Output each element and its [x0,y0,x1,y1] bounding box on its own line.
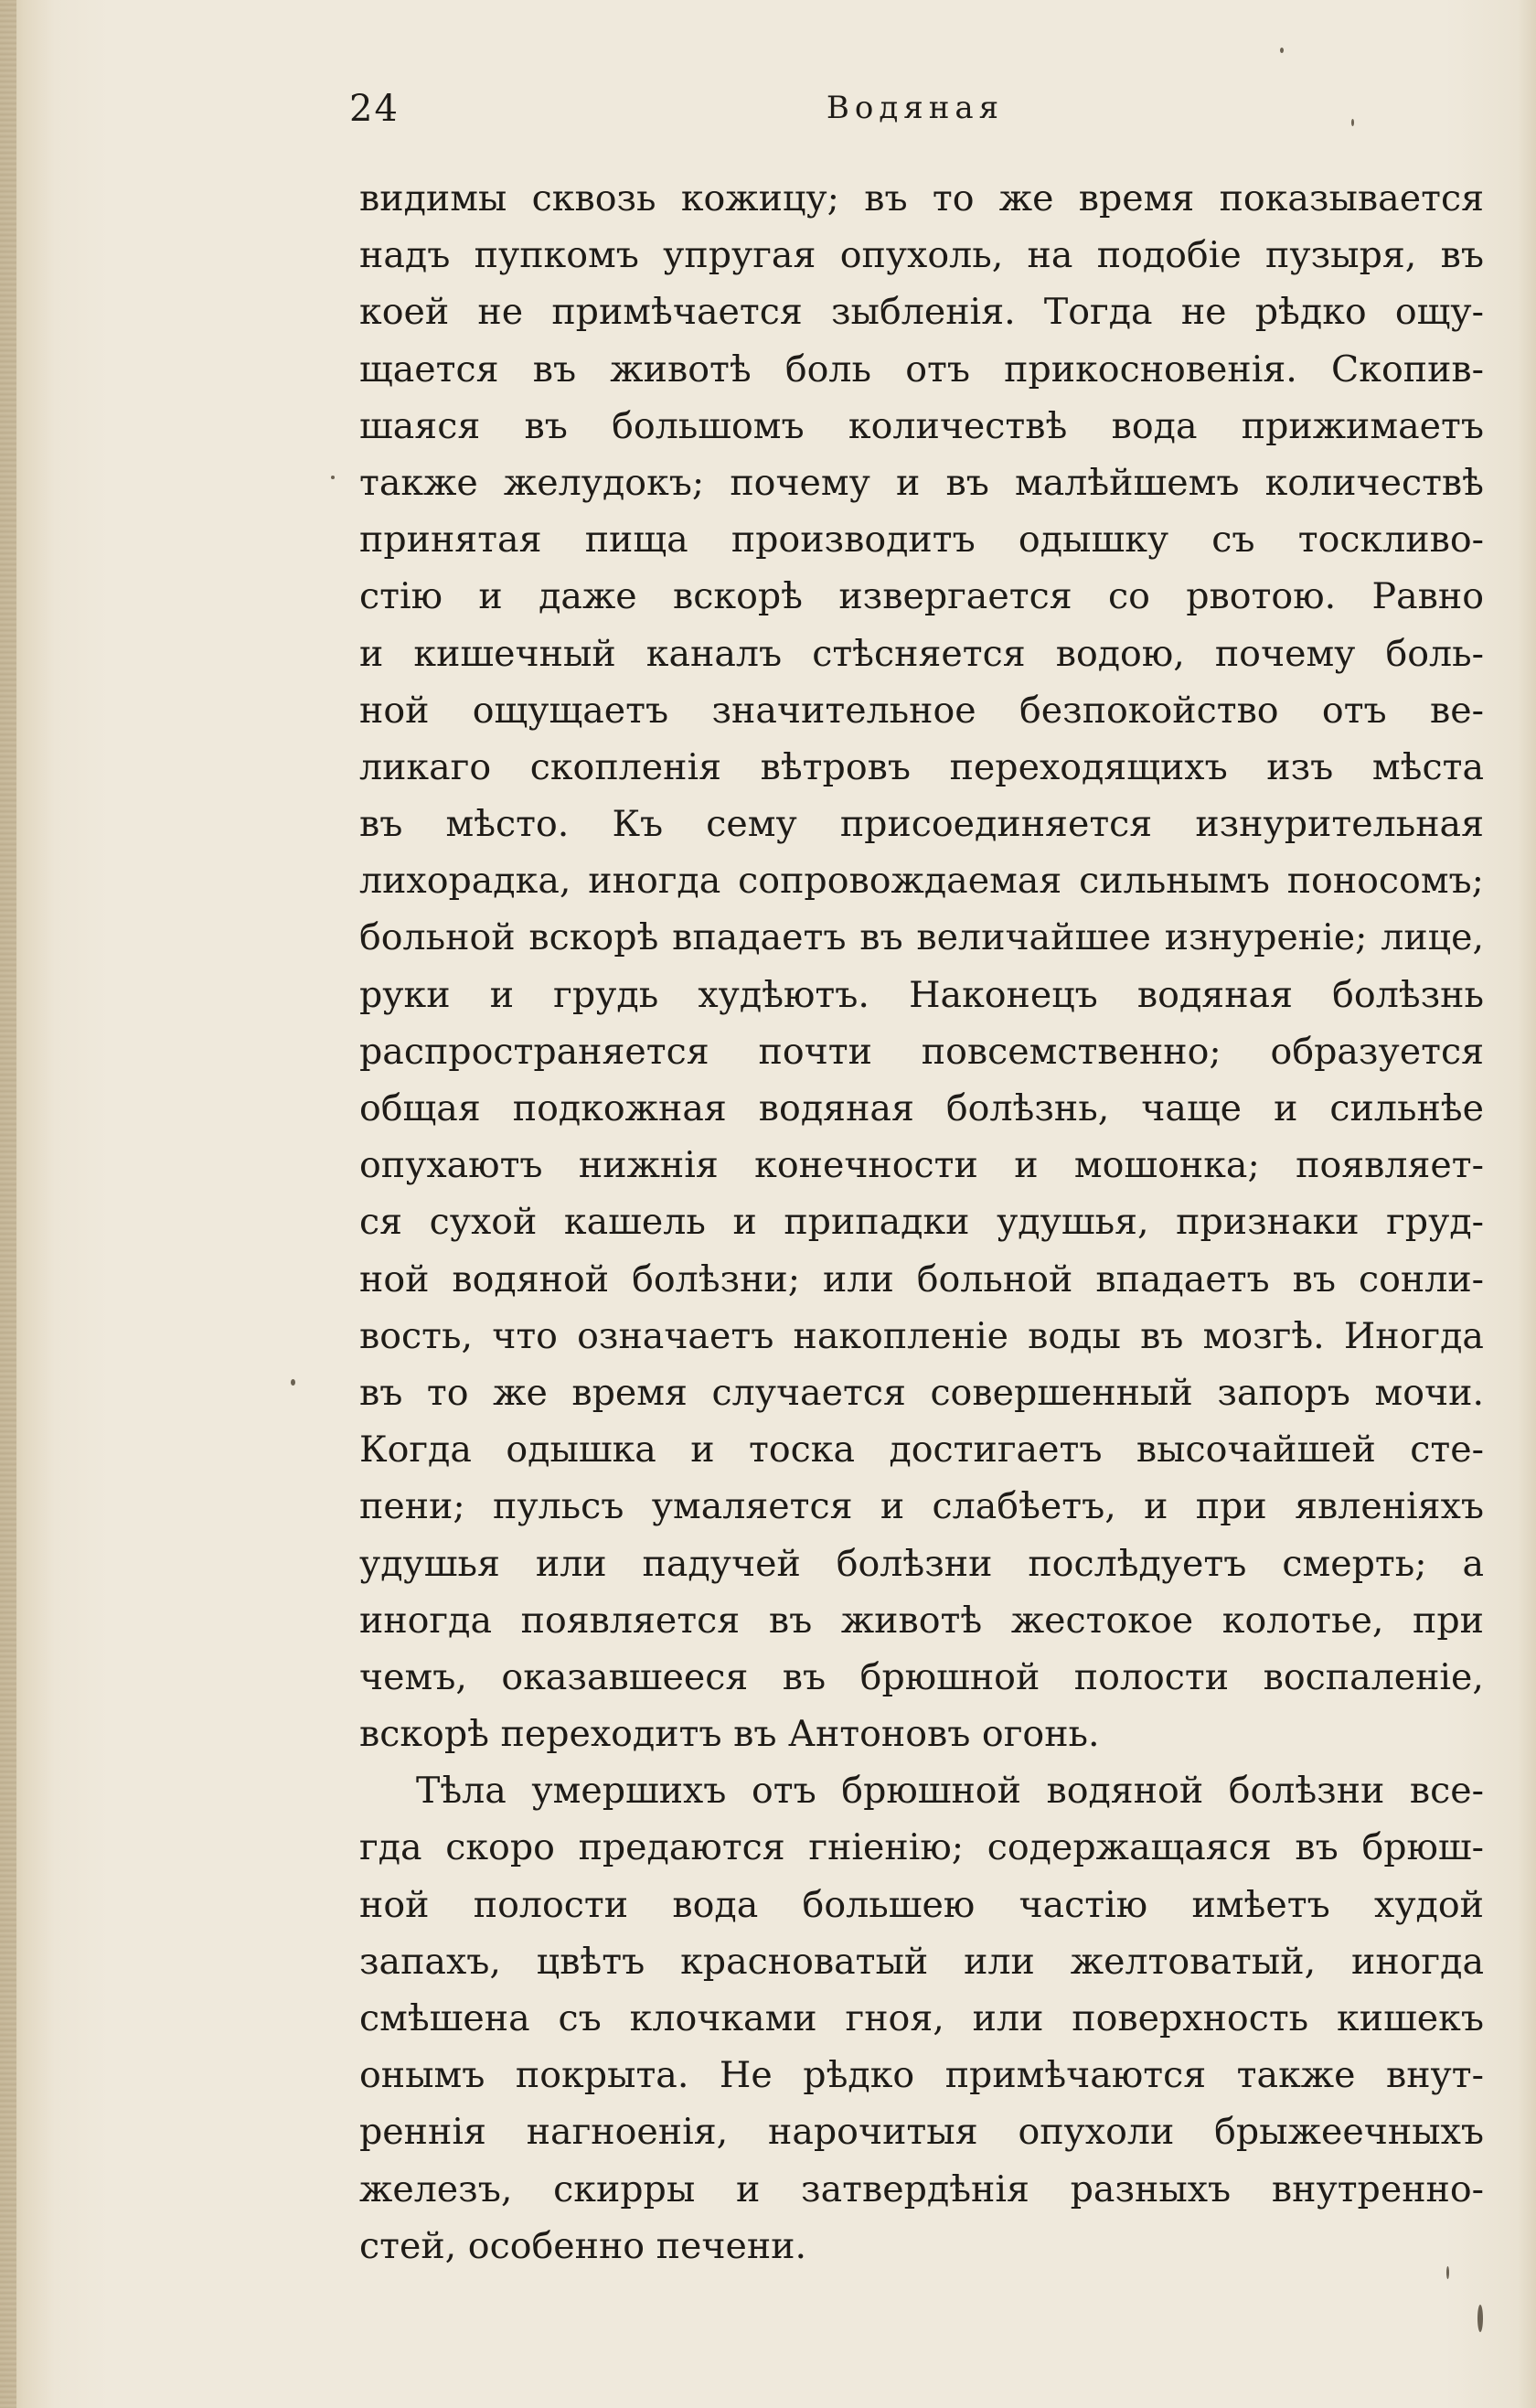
body-text [359,170,1484,2274]
text-line: железъ, скирры и затвердѣнія разныхъ внутренно- [359,2167,1484,2210]
text-line: вскорѣ переходитъ въ Антоновъ огонь. [359,1713,1100,1756]
text-line: больной вскорѣ впадаетъ въ величайшее изнуреніе; лице, [359,916,1484,959]
paper-speck [1351,119,1354,126]
text-line: ликаго скопленія вѣтровъ переходящихъ изъ мѣста [359,745,1484,788]
text-line: въ то же время случается совершенный запоръ мочи. [359,1371,1484,1414]
text-line: шаяся въ большомъ количествѣ вода прижимаетъ [359,404,1484,447]
text-line: руки и грудь худѣютъ. Наконецъ водяная болѣзнь [359,973,1484,1016]
text-line: общая подкожная водяная болѣзнь, чаще и сильнѣе [359,1087,1484,1129]
text-line: коей не примѣчается зыбленія. Тогда не рѣдко ощу- [359,291,1484,334]
text-line: ной полости вода большею частію имѣетъ худой [359,1883,1484,1926]
text-line: запахъ, цвѣтъ красноватый или желтоватый, иногда [359,1940,1484,1983]
text-line: реннія нагноенія, нарочитыя опухоли брыжеечныхъ [359,2111,1484,2154]
text-line: стей, особенно печени. [359,2224,807,2267]
text-line: ся сухой кашель и припадки удушья, признаки груд- [359,1201,1484,1244]
running-head [349,88,1481,143]
text-line: лихорадка, иногда сопровождаемая сильнымъ поносомъ; [359,860,1484,903]
paper-speck [331,476,335,479]
text-line: удушья или падучей болѣзни послѣдуетъ смерть; а [359,1542,1484,1585]
text-line: видимы сквозь кожицу; въ то же время показывается [359,177,1484,219]
text-line: гда скоро предаются гніенію; содержащаяся въ брюш- [359,1826,1484,1869]
text-line: Когда одышка и тоска достигаетъ высочайшей сте- [359,1429,1484,1472]
text-line: принятая пища производитъ одышку съ тоскливо- [359,519,1484,562]
paragraph-first-line: Тѣла умершихъ отъ брюшной водяной болѣзни все- [416,1770,1484,1813]
text-line: въ мѣсто. Къ сему присоединяется изнурительная [359,803,1484,846]
text-line: стію и даже вскорѣ извергается со рвотою. Равно [359,575,1484,618]
text-line: вость, что означаетъ накопленіе воды въ мозгѣ. Иногда [359,1314,1484,1357]
paper-speck [1477,2305,1483,2332]
page-binding-edge [0,0,16,2408]
text-line: смѣшена съ клочками гноя, или поверхность кишекъ [359,1997,1484,2039]
text-line: ной ощущаетъ значительное безпокойство отъ ве- [359,689,1484,732]
paper-speck [1280,48,1284,53]
text-line: и кишечный каналъ стѣсняется водою, почему боль- [359,632,1484,675]
page-title: Водяная [826,90,1005,126]
paper-speck [1446,2266,1449,2279]
paper-speck [291,1379,295,1386]
text-line: щается въ животѣ боль отъ прикосновенія. Скопив- [359,348,1484,391]
text-line: распространяется почти повсемственно; образуется [359,1030,1484,1073]
text-line: также желудокъ; почему и въ малѣйшемъ количествѣ [359,461,1484,504]
text-line: пени; пульсъ умаляется и слабѣетъ, и при явленіяхъ [359,1485,1484,1528]
text-line: чемъ, оказавшееся въ брюшной полости воспаленіе, [359,1655,1484,1698]
text-line: иногда появляется въ животѣ жестокое колотье, при [359,1599,1484,1642]
page-number: 24 [349,88,400,130]
text-line: опухаютъ нижнія конечности и мошонка; появляет- [359,1144,1484,1187]
text-line: надъ пупкомъ упругая опухоль, на подобіе пузыря, въ [359,234,1484,277]
text-line: ной водяной болѣзни; или больной впадаетъ въ сонли- [359,1258,1484,1300]
text-line: онымъ покрыта. Не рѣдко примѣчаются также внут- [359,2054,1484,2097]
